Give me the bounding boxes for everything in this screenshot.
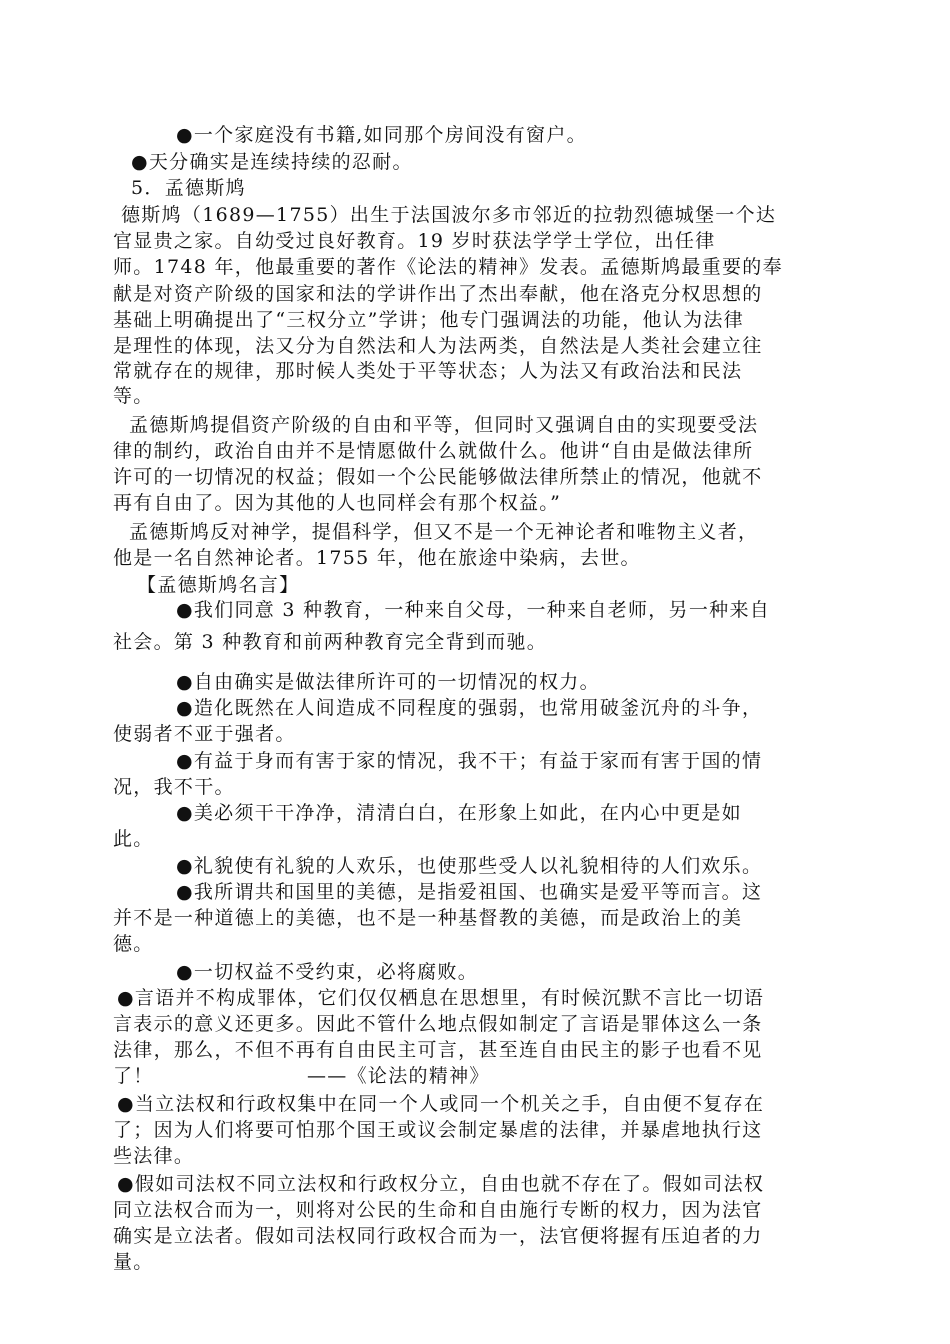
- bio-line: 再有自由了。因为其他的人也同样会有那个权益。”: [113, 492, 562, 514]
- quote-line: 确实是立法者。假如司法权同行政权合而为一，法官便将握有压迫者的力: [113, 1225, 763, 1247]
- quote-line: ●假如司法权不同立法权和行政权分立，自由也就不存在了。假如司法权: [117, 1173, 765, 1195]
- quote-line: ●自由确实是做法律所许可的一切情况的权力。: [176, 671, 600, 693]
- bio-line: 常就存在的规律，那时候人类处于平等状态；人为法又有政治法和民法: [113, 360, 743, 382]
- bio-line: 律的制约，政治自由并不是情愿做什么就做什么。他讲“自由是做法律所: [113, 440, 754, 462]
- bio-line: 德斯鸠（1689—1755）出生于法国波尔多市邻近的拉勃烈德城堡一个达: [121, 204, 777, 226]
- quote-talent: ●天分确实是连续持续的忍耐。: [131, 151, 413, 173]
- section-title: 5．孟德斯鸠: [131, 177, 246, 199]
- quote-source: ——《论法的精神》: [307, 1065, 490, 1087]
- quote-line: 此。: [113, 828, 154, 850]
- quote-line: 使弱者不亚于强者。: [113, 723, 296, 745]
- quote-line: 德。: [113, 933, 154, 955]
- quote-line: ●我所谓共和国里的美德，是指爱祖国、也确实是爱平等而言。这: [176, 881, 763, 903]
- quote-line: 并不是一种道德上的美德，也不是一种基督教的美德，而是政治上的美: [113, 907, 743, 929]
- quote-line: ●一切权益不受约束，必将腐败。: [176, 961, 479, 983]
- quote-line: ●造化既然在人间造成不同程度的强弱，也常用破釜沉舟的斗争，: [176, 697, 763, 719]
- bio-line: 等。: [113, 385, 154, 407]
- quote-line: 况，我不干。: [113, 776, 235, 798]
- bio-line: 孟德斯鸠反对神学，提倡科学，但又不是一个无神论者和唯物主义者，: [129, 521, 759, 543]
- quote-book: ●一个家庭没有书籍,如同那个房间没有窗户。: [176, 124, 587, 146]
- bio-line: 他是一名自然神论者。1755 年，他在旅途中染病，去世。: [113, 547, 641, 569]
- quote-line: 了！: [113, 1065, 154, 1087]
- bio-line: 官显贵之家。自幼受过良好教育。19 岁时获法学学士学位，出任律: [113, 230, 716, 252]
- bio-line: 师。1748 年，他最重要的著作《论法的精神》发表。孟德斯鸠最重要的奉: [113, 256, 783, 278]
- quote-line: 了；因为人们将要可怕那个国王或议会制定暴虐的法律，并暴虐地执行这: [113, 1119, 763, 1141]
- quote-line: 社会。第 3 种教育和前两种教育完全背到而驰。: [113, 631, 548, 653]
- bio-line: 许可的一切情况的权益；假如一个公民能够做法律所禁止的情况，他就不: [113, 466, 763, 488]
- quote-line: 量。: [113, 1251, 154, 1273]
- bio-line: 是理性的体现，法又分为自然法和人为法两类，自然法是人类社会建立往: [113, 335, 763, 357]
- quote-line: 法律，那么，不但不再有自由民主可言，甚至连自由民主的影子也看不见: [113, 1039, 763, 1061]
- quote-line: ●美必须干干净净，清清白白，在形象上如此，在内心中更是如: [176, 802, 742, 824]
- bio-line: 献是对资产阶级的国家和法的学讲作出了杰出奉献，他在洛克分权思想的: [113, 283, 763, 305]
- quote-line: ●我们同意 3 种教育，一种来自父母，一种来自老师，另一种来自: [176, 599, 771, 621]
- bio-line: 孟德斯鸠提倡资产阶级的自由和平等，但同时又强调自由的实现要受法: [129, 414, 759, 436]
- quote-line: ●当立法权和行政权集中在同一个人或同一个机关之手，自由便不复存在: [117, 1093, 765, 1115]
- quote-line: 言表示的意义还更多。因此不管什么地点假如制定了言语是罪体这么一条: [113, 1013, 763, 1035]
- quote-line: ●礼貌使有礼貌的人欢乐，也使那些受人以礼貌相待的人们欢乐。: [176, 855, 763, 877]
- quote-line: 同立法权合而为一，则将对公民的生命和自由施行专断的权力，因为法官: [113, 1199, 763, 1221]
- quote-line: ●言语并不构成罪体，它们仅仅栖息在思想里，有时候沉默不言比一切语: [117, 987, 765, 1009]
- quotes-heading: 【孟德斯鸠名言】: [137, 574, 300, 596]
- quote-line: ●有益于身而有害于家的情况，我不干；有益于家而有害于国的情: [176, 750, 763, 772]
- quote-line: 些法律。: [113, 1145, 195, 1167]
- bio-line: 基础上明确提出了“三权分立”学讲；他专门强调法的功能，他认为法律: [113, 309, 745, 331]
